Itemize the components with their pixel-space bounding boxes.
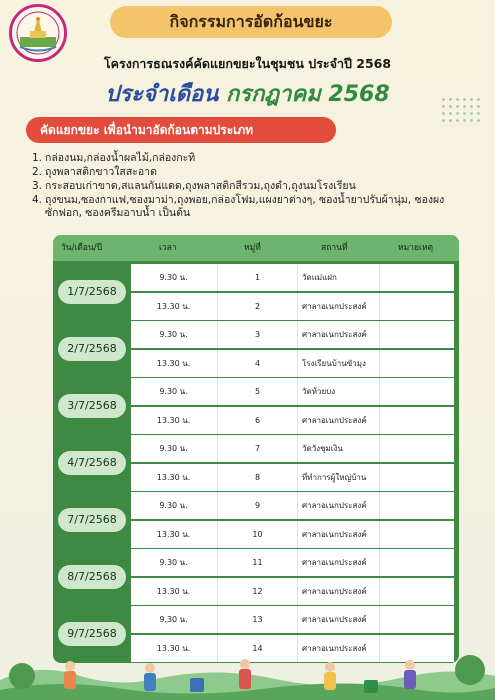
table-row xyxy=(131,521,454,548)
village-cell: 11 xyxy=(217,549,297,576)
village-cell: 14 xyxy=(217,635,297,662)
time-cell: 9.30 น. xyxy=(159,501,188,510)
place-cell: ศาลาอเนกประสงค์ xyxy=(297,492,379,519)
category-text: กล่องนม,กล่องน้ำผลไม้,กล่องกะทิ xyxy=(45,152,196,164)
date-label: 8/7/2568 xyxy=(58,565,126,589)
note-cell xyxy=(379,378,454,405)
time-cell: 9.30 น. xyxy=(159,387,188,396)
category-number: 2. xyxy=(32,166,43,178)
note-cell xyxy=(379,435,454,462)
project-subtitle: โครงการธณรงค์คัดแยกขยะในชุมชน ประจำปี 2568 xyxy=(103,56,392,71)
time-cell: 9.30 น. xyxy=(159,330,188,339)
village-cell: 6 xyxy=(217,407,297,434)
note-cell xyxy=(379,464,454,491)
place-cell: ศาลาอเนกประสงค์ xyxy=(297,549,379,576)
header-time: เวลา xyxy=(159,243,177,253)
time-cell: 13.30 น. xyxy=(156,359,191,368)
time-cell: 13.30 น. xyxy=(156,644,191,653)
time-cell: 13.30 น. xyxy=(156,302,191,311)
time-cell: 9.30 น. xyxy=(159,558,188,567)
place-cell: ศาลาอเนกประสงค์ xyxy=(297,606,379,633)
time-cell: 13.30 น. xyxy=(156,530,191,539)
village-cell: 12 xyxy=(217,578,297,605)
date-group xyxy=(53,549,459,606)
time-cell: 13.30 น. xyxy=(156,473,191,482)
place-cell: ศาลาอเนกประสงค์ xyxy=(297,521,379,548)
note-cell xyxy=(379,578,454,605)
village-cell: 4 xyxy=(217,350,297,377)
time-cell: 9.30 น. xyxy=(159,444,188,453)
page-title: กิจกรรมการอัดก้อนขยะ xyxy=(110,6,392,38)
place-cell: วัดแม่แฝก xyxy=(297,264,379,291)
note-cell xyxy=(379,407,454,434)
note-cell xyxy=(379,606,454,633)
table-row xyxy=(131,549,454,576)
place-cell: ที่ทำการผู้ใหญ่บ้าน xyxy=(297,464,379,491)
schedule-table xyxy=(53,235,459,663)
date-group xyxy=(53,435,459,492)
date-label: 4/7/2568 xyxy=(58,451,126,475)
place-cell: ศาลาอเนกประสงค์ xyxy=(297,635,379,662)
date-label: 1/7/2568 xyxy=(58,280,126,304)
place-cell: วัดห้วยบง xyxy=(297,378,379,405)
note-cell xyxy=(379,321,454,348)
header-place: สถานที่ xyxy=(321,243,348,253)
village-cell: 8 xyxy=(217,464,297,491)
category-text: ถุงพลาสติกขาวใสสะอาด xyxy=(45,166,157,178)
month-label: ประจำเดือน xyxy=(105,82,219,107)
date-label: 9/7/2568 xyxy=(58,622,126,646)
table-row xyxy=(131,578,454,605)
village-cell: 2 xyxy=(217,293,297,320)
category-number: 1. xyxy=(32,152,43,164)
note-cell xyxy=(379,293,454,320)
table-row xyxy=(131,606,454,633)
category-item xyxy=(32,180,480,193)
month-heading xyxy=(0,76,495,111)
table-header xyxy=(53,235,459,261)
date-group xyxy=(53,492,459,549)
date-group xyxy=(53,378,459,435)
place-cell: ศาลาอเนกประสงค์ xyxy=(297,407,379,434)
category-heading: คัดแยกขยะ เพื่อนำมาอัดก้อนตามประเภท xyxy=(26,117,336,143)
village-cell: 9 xyxy=(217,492,297,519)
village-cell: 3 xyxy=(217,321,297,348)
table-row xyxy=(131,492,454,519)
village-cell: 5 xyxy=(217,378,297,405)
category-item xyxy=(32,194,480,220)
place-cell: ศาลาอเนกประสงค์ xyxy=(297,321,379,348)
note-cell xyxy=(379,350,454,377)
date-label: 2/7/2568 xyxy=(58,337,126,361)
time-cell: 13.30 น. xyxy=(156,416,191,425)
date-group xyxy=(53,264,459,321)
table-row xyxy=(131,407,454,434)
time-cell: 9.30 น. xyxy=(159,615,188,624)
place-cell: โรงเรียนบ้านขัวมุง xyxy=(297,350,379,377)
table-row xyxy=(131,293,454,320)
table-row xyxy=(131,378,454,405)
place-cell: ศาลาอเนกประสงค์ xyxy=(297,578,379,605)
category-text: กระสอบเก่าขาด,สแลนกันแดด,ถุงพลาสติกสีรวม,ถุงดำ,ถุงนมโรงเรียน xyxy=(45,180,356,192)
category-text: ถุงขนม,ซองกาแฟ,ซองมาม่า,ถุงพอย,กล่องโฟม,แผงยาต่างๆ, ซองน้ำยาปรับผ้านุ่ม, ซองผงซักฟอก, ซองครีมอาบน้ำ เป็นต้น xyxy=(45,194,445,219)
category-item xyxy=(32,166,480,179)
category-item xyxy=(32,152,480,165)
note-cell xyxy=(379,264,454,291)
category-list xyxy=(32,152,480,221)
place-cell: ศาลาอเนกประสงค์ xyxy=(297,293,379,320)
village-cell: 7 xyxy=(217,435,297,462)
date-group xyxy=(53,321,459,378)
table-row xyxy=(131,464,454,491)
time-cell: 9.30 น. xyxy=(159,273,188,282)
table-row xyxy=(131,435,454,462)
header-date: วัน/เดือน/ปี xyxy=(61,243,103,253)
month-value: กรกฎาคม 2568 xyxy=(225,82,390,107)
category-number: 4. xyxy=(32,194,43,206)
date-label: 7/7/2568 xyxy=(58,508,126,532)
header-village: หมู่ที่ xyxy=(244,243,261,253)
note-cell xyxy=(379,521,454,548)
village-cell: 1 xyxy=(217,264,297,291)
village-cell: 10 xyxy=(217,521,297,548)
table-row xyxy=(131,350,454,377)
table-row xyxy=(131,264,454,291)
village-cell: 13 xyxy=(217,606,297,633)
table-row xyxy=(131,321,454,348)
category-number: 3. xyxy=(32,180,43,192)
header-note: หมายเหตุ xyxy=(398,243,433,253)
note-cell xyxy=(379,549,454,576)
date-label: 3/7/2568 xyxy=(58,394,126,418)
community-cleanup-illustration xyxy=(0,640,495,700)
place-cell: วัดวังชุมเงิน xyxy=(297,435,379,462)
time-cell: 13.30 น. xyxy=(156,587,191,596)
note-cell xyxy=(379,492,454,519)
